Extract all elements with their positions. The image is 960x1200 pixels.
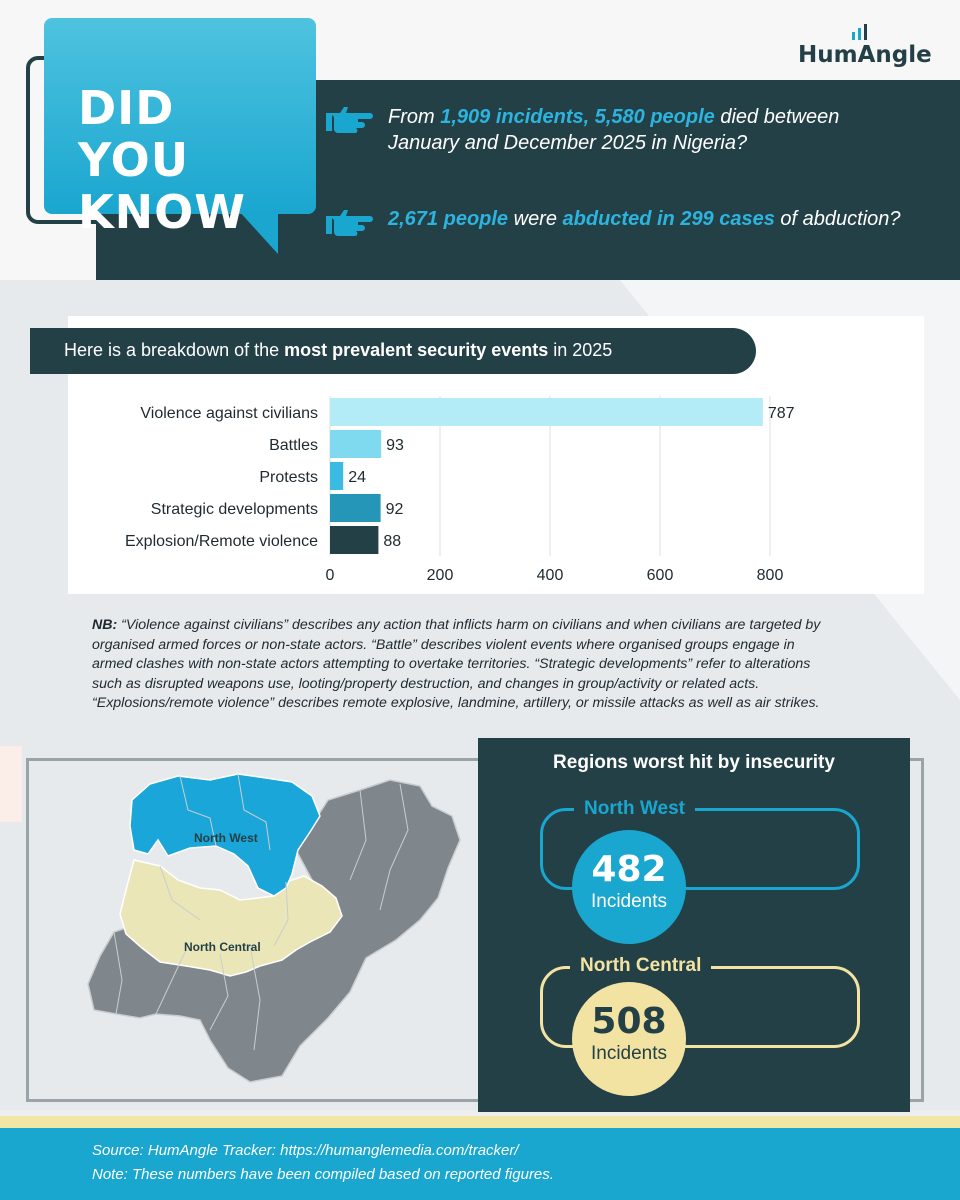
chart-header-text: Here is a breakdown of the most prevalent security events in 2025 [64,340,613,360]
north-central-incidents-circle [572,982,686,1096]
north-central-label: North Central [570,955,711,977]
pointing-hand-icon [326,206,374,236]
category-label: Violence against civilians [140,405,318,422]
x-tick-label: 0 [325,567,335,584]
category-label: Strategic developments [150,501,318,518]
decorative-accent [0,746,22,822]
footer [0,1128,960,1200]
map-label-north-west: North West [194,831,258,845]
footer-stripe [0,1116,960,1128]
regions-title: Regions worst hit by insecurity [553,752,835,773]
data-label: 787 [767,405,795,422]
did-you-know-title: DID YOU KNOW [78,81,246,239]
x-tick-label: 800 [756,567,784,584]
data-label: 88 [383,533,402,550]
bar [330,494,381,522]
x-tick-label: 400 [536,567,564,584]
definitions-note: NB: “Violence against civilians” describes any action that inflicts harm on civilians and when civilians are targeted by organised armed forces or non-state actors. “Battle” describes violent events where organised groups engage in armed clashes with non-state actors attempting to overtake territories. “Strategic developments” refer to alterations such as disrupted weapons use, looting/property destruction, and changes in group/activity or related acts. “Explosions/remote violence” describes remote explosive, landmine, artillery, or missile attacks as well as air strikes. [92,617,821,712]
north-central-unit: Incidents [590,1043,668,1064]
bar [330,462,343,490]
map-label-north-central: North Central [184,940,261,954]
bar-chart [68,384,924,584]
data-label: 92 [385,501,404,518]
category-label: Explosion/Remote violence [125,533,318,550]
bar [330,398,763,426]
source-text: Source: HumAngle Tracker: https://humanglemedia.com/tracker/ [92,1142,519,1159]
data-label: 24 [348,469,366,486]
x-tick-label: 600 [646,567,674,584]
pointing-hand-icon [326,103,374,133]
regions-panel [478,738,910,1112]
north-central-count: 508 [591,1001,667,1042]
x-tick-label: 200 [426,567,454,584]
north-west-count: 482 [591,849,667,890]
bar [330,430,381,458]
fact-abductions: 2,671 people were abducted in 299 cases of abduction? [388,208,901,230]
fact-deaths: From 1,909 incidents, 5,580 people died between January and December 2025 in Nigeria? [388,106,840,154]
bars-logo-icon [852,24,872,40]
north-west-unit: Incidents [590,891,668,912]
footer-note: Note: These numbers have been compiled based on reported figures. [92,1166,554,1183]
logo-text: HumAngle [798,42,932,68]
north-west-incidents-circle [572,830,686,944]
nigeria-map [60,770,480,1090]
category-label: Battles [269,437,318,454]
category-label: Protests [259,469,318,486]
data-label: 93 [386,437,404,454]
chart-header [30,328,756,374]
humangle-logo [798,22,932,72]
north-west-label: North West [574,798,695,820]
bar [330,526,378,554]
